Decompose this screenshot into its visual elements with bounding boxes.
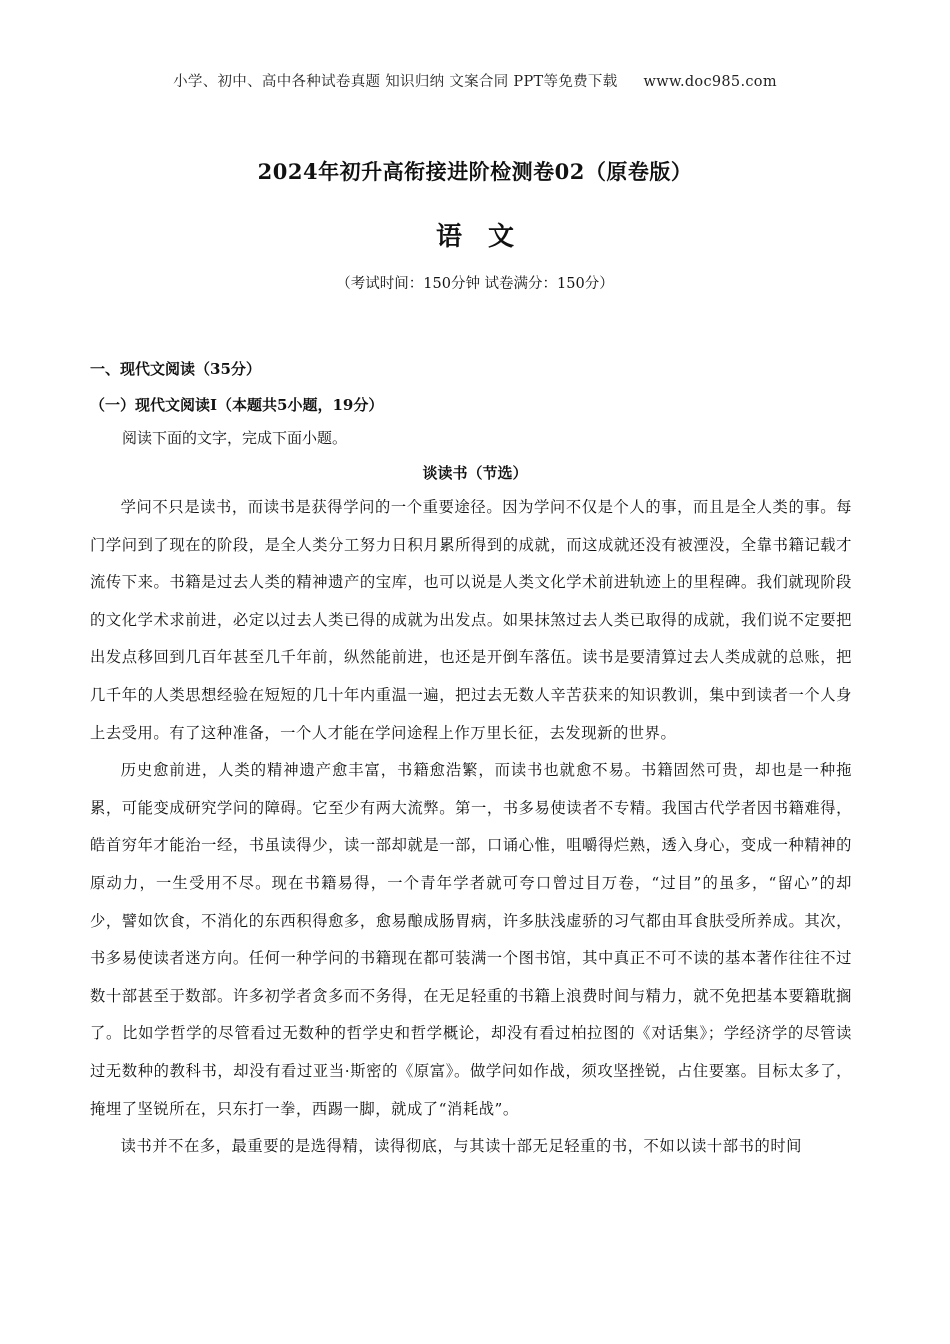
exam-info: （考试时间：150分钟 试卷满分：150分）: [336, 276, 614, 292]
document-title: 2024年初升高衔接进阶检测卷02（原卷版）: [257, 159, 693, 184]
article-body: [90, 489, 852, 1166]
article-paragraph: 历史愈前进，人类的精神遗产愈丰富，书籍愈浩繁，而读书也就愈不易。书籍固然可贵，却也是一种拖累，可能变成研究学问的障碍。它至少有两大流弊。第一，书多易使读者不专精。我国古代学者因书籍难得，皓首穷年才能治一经，书虽读得少，读一部却就是一部，口诵心惟，咀嚼得烂熟，透入身心，变成一种精神的原动力，一生受用不尽。现在书籍易得，一个青年学者就可夸口曾过目万卷，“过目”的虽多，“留心”的却少，譬如饮食，不消化的东西积得愈多，愈易酿成肠胃病，许多肤浅虚骄的习气都由耳食肤受所养成。其次，书多易使读者迷方向。任何一种学问的书籍现在都可装满一个图书馆，其中真正不可不读的基本著作往往不过数十部甚至于数部。许多初学者贪多而不务得，在无足轻重的书籍上浪费时间与精力，就不免把基本要籍耽搁了。比如学哲学的尽管看过无数种的哲学史和哲学概论，却没有看过柏拉图的《对话集》；学经济学的尽管读过无数种的教科书，却没有看过亚当·斯密的《原富》。做学问如作战，须攻坚挫锐，占住要塞。目标太多了，掩埋了坚锐所在，只东打一拳，西踢一脚，就成了“消耗战”。: [90, 761, 852, 1118]
header-tagline: 小学、初中、高中各种试卷真题 知识归纳 文案合同 PPT等免费下载: [173, 74, 618, 90]
header-site-link[interactable]: www.doc985.com: [643, 74, 777, 90]
article-paragraph: 学问不只是读书，而读书是获得学问的一个重要途径。因为学问不仅是个人的事，而且是全人类的事。每门学问到了现在的阶段，是全人类分工努力日积月累所得到的成就，而这成就还没有被湮没，全靠书籍记载才流传下来。书籍是过去人类的精神遗产的宝库，也可以说是人类文化学术前进轨迹上的里程碑。我们就现阶段的文化学术求前进，必定以过去人类已得的成就为出发点。如果抹煞过去人类已取得的成就，我们说不定要把出发点移回到几百年甚至几千年前，纵然能前进，也还是开倒车落伍。读书是要清算过去人类成就的总账，把几千年的人类思想经验在短短的几十年内重温一遍，把过去无数人辛苦获来的知识教训，集中到读者一个人身上去受用。有了这种准备，一个人才能在学问途程上作万里长征，去发现新的世界。: [90, 498, 852, 742]
reading-instruction: 阅读下面的文字，完成下面小题。: [122, 429, 348, 447]
subject-title: 语文: [435, 222, 540, 252]
article-paragraph: 读书并不在多，最重要的是选得精，读得彻底，与其读十部无足轻重的书，不如以读十部书的时间: [120, 1137, 803, 1156]
article-title: 谈读书（节选）: [422, 464, 528, 482]
section-heading-part1-sub1: （一）现代文阅读Ⅰ（本题共5小题，19分）: [90, 396, 384, 414]
section-heading-part1: 一、现代文阅读（35分）: [90, 360, 261, 378]
page-header: [0, 70, 950, 91]
